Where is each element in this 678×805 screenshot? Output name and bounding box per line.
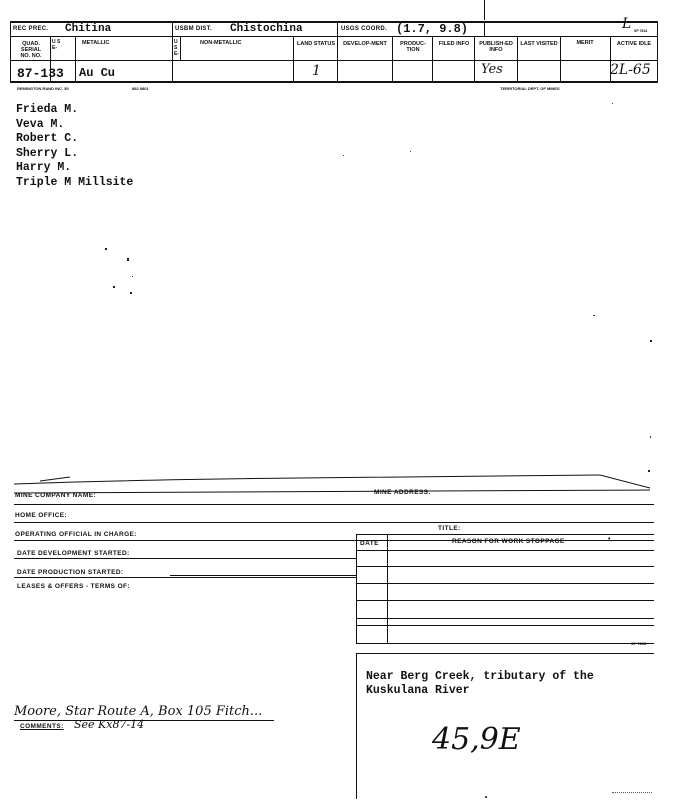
- land-status-value: 1: [312, 63, 321, 79]
- published-info-label: PUBLISH-ED INFO: [479, 41, 513, 53]
- claim-item: Sherry L.: [16, 146, 79, 160]
- location-code: 45,9E: [432, 722, 521, 757]
- filed-info-label: FILED INFO: [438, 41, 470, 47]
- production-label: PRODUC-TION: [400, 41, 426, 53]
- home-office-label: HOME OFFICE:: [15, 512, 68, 519]
- last-visited-label: LAST VISITED: [520, 41, 558, 47]
- bottom-speck: [485, 796, 487, 798]
- usbm-dist-label: USBM DIST.: [175, 26, 213, 32]
- claim-item: Veva M.: [16, 117, 65, 131]
- remington-label: REMINGTON RAND INC. 50: [17, 86, 69, 91]
- title-label: TITLE:: [438, 525, 461, 532]
- bullet-mark: •: [608, 536, 611, 543]
- form-number-bottom: SP 7815: [631, 641, 647, 646]
- handwritten-code: 2L-65: [610, 62, 651, 78]
- comments-label: COMMENTS:: [20, 723, 64, 730]
- usb-letters-nonmetallic: U S E-: [174, 39, 179, 57]
- rec-prec-value: Chitina: [65, 23, 112, 35]
- active-idle-mark: L: [622, 16, 632, 32]
- land-status-label: LAND STATUS: [297, 41, 335, 47]
- mine-address-label: MINE ADDRESS:: [374, 489, 431, 496]
- merit-label: MERIT: [576, 40, 594, 46]
- location-note: Near Berg Creek, tributary of the Kuskulana River: [366, 670, 594, 697]
- metallic-value: Au Cu: [79, 66, 116, 80]
- mine-company-label: MINE COMPANY NAME:: [15, 492, 96, 499]
- remington-nums: 882 8801: [132, 86, 149, 91]
- metallic-label: METALLIC: [82, 40, 110, 46]
- serial-value: 87-133: [17, 66, 64, 81]
- claim-item: Harry M.: [16, 161, 72, 174]
- form-number-top: SP 7814: [634, 29, 648, 33]
- claims-list: [16, 103, 133, 190]
- usgs-coord-value: (1.7, 9.8): [396, 22, 469, 36]
- territorial-label: TERRITORIAL DEPT. OF MINES: [500, 86, 560, 91]
- operating-official-label: OPERATING OFFICIAL IN CHARGE:: [15, 531, 137, 538]
- claim-item: Robert C.: [16, 132, 79, 145]
- top-rule: [0, 470, 678, 500]
- comments-handwritten: See Kx87-14: [74, 718, 145, 731]
- active-idle-label: ACTIVE IDLE: [616, 41, 652, 47]
- date-col-label: DATE: [360, 540, 379, 547]
- bottom-dots: [612, 792, 652, 794]
- owner-handwritten: Moore, Star Route A, Box 105 Fitch...: [14, 704, 263, 719]
- rec-prec-label: REC PREC.: [13, 26, 49, 32]
- usgs-coord-label: USGS COORD.: [341, 26, 387, 32]
- usbm-dist-value: Chistochina: [230, 23, 303, 35]
- leases-label: LEASES & OFFERS - TERMS OF:: [17, 583, 130, 590]
- claim-item: Triple M Millsite: [16, 175, 134, 189]
- dev-started-label: DATE DEVELOPMENT STARTED:: [17, 550, 130, 557]
- reason-col-label: REASON FOR WORK STOPPAGE: [452, 538, 565, 545]
- claim-item: Frieda M.: [16, 103, 79, 116]
- development-label: DEVELOP-MENT: [343, 41, 387, 47]
- quad-serial-label: QUAD. SERIAL NO. NO.: [20, 41, 42, 59]
- prod-started-label: DATE PRODUCTION STARTED:: [17, 569, 124, 576]
- published-value: Yes: [481, 62, 503, 77]
- non-metallic-label: NON-METALLIC: [200, 40, 242, 46]
- usb-letters-metallic: U S E-: [52, 39, 61, 51]
